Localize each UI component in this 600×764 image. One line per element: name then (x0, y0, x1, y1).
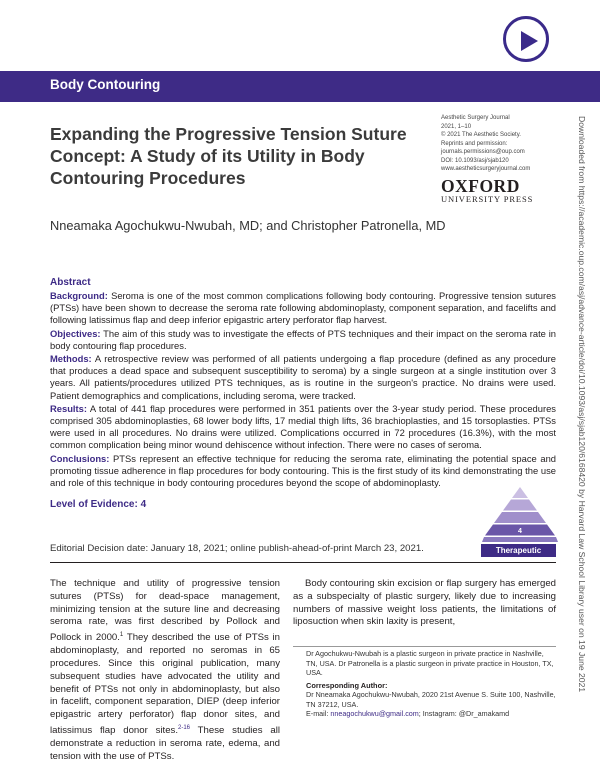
evidence-pyramid-icon (480, 487, 560, 547)
pyramid-tier-3 (494, 512, 546, 523)
journal-pages: 2021, 1–10 (441, 123, 472, 130)
results-label: Results: (50, 402, 87, 414)
corresponding-address: Dr Nneamaka Agochukwu-Nwubah, 2020 21st Avenue S. Suite 100, Nashville, TN 37212, USA. (306, 690, 556, 709)
divider (50, 562, 556, 563)
abstract-conclusions: Conclusions: PTSs represent an effective technique for reducing the seroma rate, eliminating the potential space and promoting tissue adherence in flap procedures for body contouring. This is the first study of its kind demonstrating the use and role of this technique in body contouring procedures beyond the scope of abdominoplasty. (50, 452, 556, 489)
conclusions-label: Conclusions: (50, 452, 110, 464)
abstract-heading: Abstract (50, 277, 91, 288)
pyramid-level-number: 4 (518, 528, 522, 535)
abstract-results: Results: A total of 441 flap procedures were performed in 351 patients over the 3-year study period. These procedures comprised 305 abdominoplasties, 68 lower body lifts, 17 medial thigh lifts, 36 brachioplasties, and 15 torsoplasties. PTSs were used in all procedures. No drains were utilized. Complications occurred in 72 procedures (16.3%), with the most common complication being minor wound dehiscence without infection. There were no cases of seroma. (50, 402, 556, 451)
editorial-dates: Editorial Decision date: January 18, 2021; online publish-ahead-of-print March 23, 2021. (50, 543, 424, 554)
abstract-background: Background: Seroma is one of the most common complications following body contouring. Progressive tension sutures (PTSs) have been shown to decrease the seroma rate following abdominoplasty, component separation, and facelifts and following latissimus flap and deep inferior epigastric artery perforator flap harvest. (50, 290, 556, 326)
journal-copyright: © 2021 The Aesthetic Society. (441, 132, 521, 138)
body-column-right: Body contouring skin excision or flap surgery has emerged as a subspecialty of plastic surgery, likely due to increasing numbers of massive weight loss patients, the limitations of liposuction when skin laxity is present, (293, 578, 556, 628)
video-play-button[interactable] (503, 16, 549, 62)
corresponding-contact: E-mail: nneagochukwu@gmail.com; Instagram: @Dr_amakamd (306, 709, 510, 719)
corresponding-author-heading: Corresponding Author: (306, 681, 388, 690)
methods-label: Methods: (50, 353, 92, 365)
publisher-logo: OXFORD (441, 176, 520, 196)
objectives-label: Objectives: (50, 327, 101, 339)
download-watermark: Downloaded from https://academic.oup.com/asj/advance-article/doi/10.1093/asj/sjab120/6168420 by Harvard Law School Library user on 19 June 2021 (577, 116, 587, 693)
journal-info (441, 114, 556, 174)
citation-ref[interactable]: 1 (119, 632, 124, 639)
publisher-press: UNIVERSITY PRESS (441, 194, 534, 204)
pyramid-tier-2 (503, 500, 537, 511)
author-list: Nneamaka Agochukwu-Nwubah, MD; and Christopher Patronella, MD (50, 218, 446, 233)
journal-website[interactable]: www.aestheticsurgeryjournal.com (441, 166, 531, 172)
corresponding-author (306, 690, 558, 719)
journal-doi[interactable]: DOI: 10.1093/asj/sjab120 (441, 157, 509, 164)
abstract-body (50, 290, 556, 490)
author-affiliations: Dr Agochukwu-Nwubah is a plastic surgeon in private practice in Nashville, TN, USA. Dr Patronella is a plastic surgeon in private practice in Houston, TX, USA. (306, 649, 554, 678)
citation-ref[interactable]: 2-16 (178, 724, 191, 731)
pyramid-tier-5 (482, 537, 558, 542)
background-label: Background: (50, 290, 108, 301)
level-of-evidence: Level of Evidence: 4 (50, 499, 147, 510)
footnote-divider (293, 646, 556, 647)
journal-permissions-email[interactable]: journals.permissions@oup.com (441, 149, 525, 155)
section-banner (0, 71, 600, 102)
journal-reprints: Reprints and permission: (441, 140, 508, 147)
abstract-objectives: Objectives: The aim of this study was to investigate the effects of PTS techniques and their impact on the seroma rate in body contouring flap procedures. (50, 327, 556, 351)
abstract-methods: Methods: A retrospective review was performed of all patients undergoing a flap procedure (defined as any procedure that produces a dead space and subsequent susceptibility to seroma) by a single surgeon at a single institution over 3 years. All patients/procedures utilized PTS techniques, as is routine in the surgeon's practice. No drains were used. Patient demographics and complications, including seroma, were tracked. (50, 353, 556, 401)
body-column-left: The technique and utility of progressive tension sutures (PTSs) for dead-space management, minimizing tension at the suture line and decreasing seroma rate, was first described by Pollock and Pollock in 2000.$^1$ They described the use of PTSs in abdominoplasty, and reported no seromas in 65 procedures. Since this original publication, many subsequent studies have advocated the utility and benefit of PTSs not only in abdominoplasty, but also in facelift, component separation, DIEP (deep inferior epigastric artery perforator) flap donor sites, and latissimus flap donor sites.$^{2-16}$ These studies all demonstrate a reduction in seroma rate, edema, and tension with the use of PTSs. (50, 578, 280, 762)
section-label: Body Contouring (50, 77, 161, 92)
pyramid-tier-1 (512, 487, 528, 498)
journal-name: Aesthetic Surgery Journal (441, 115, 510, 121)
email-link[interactable]: nneagochukwu@gmail.com (330, 709, 419, 719)
play-icon (518, 29, 540, 53)
article-title: Expanding the Progressive Tension Suture Concept: A Study of its Utility in Body Contouring Procedures (50, 124, 407, 188)
pyramid-label: Therapeutic (481, 544, 556, 557)
